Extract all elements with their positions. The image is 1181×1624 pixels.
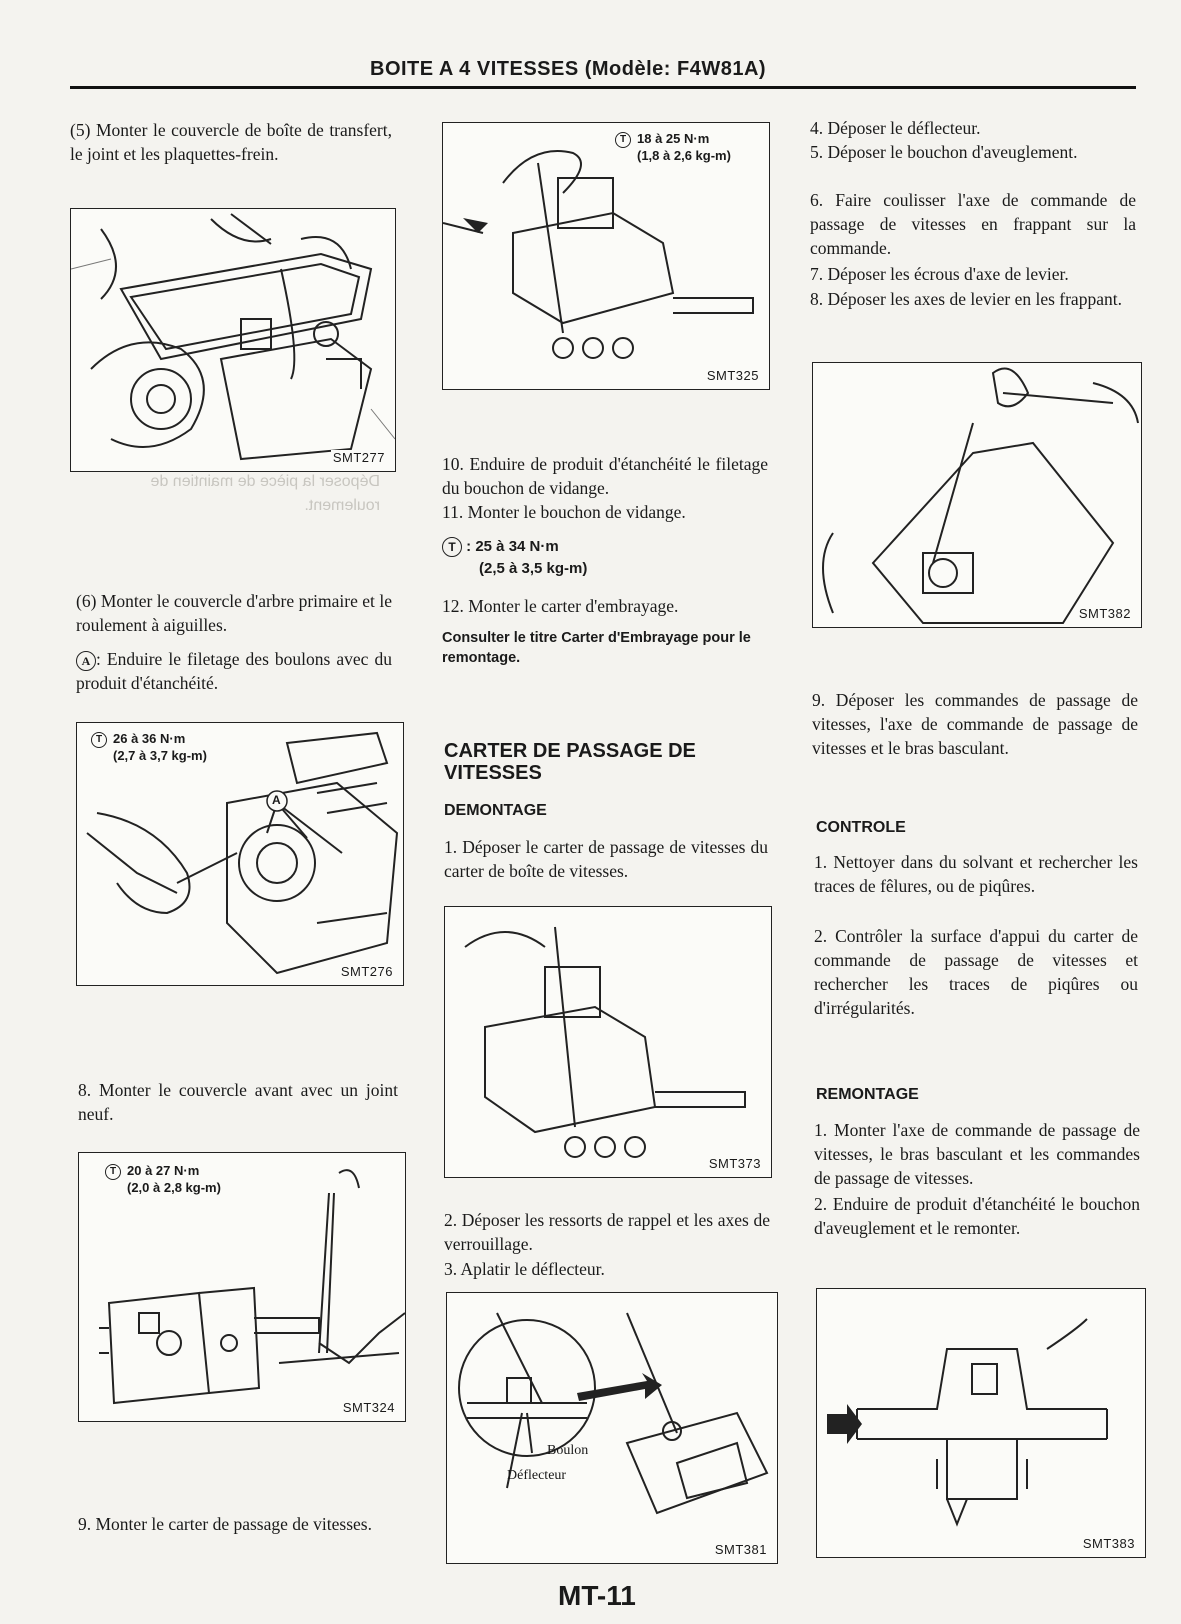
figure-code: SMT381 [714, 1542, 767, 1557]
figure-smt276 [76, 722, 404, 986]
section-title: CARTER DE PASSAGE DE VITESSES [444, 740, 696, 784]
subsection-demontage: DEMONTAGE [444, 802, 547, 819]
remontage-step-2: 2. Enduire de produit d'étanchéité le bouchon d'aveuglement et le remonter. [814, 1194, 1140, 1238]
page-title: BOITE A 4 VITESSES (Modèle: F4W81A) [370, 58, 767, 80]
demontage-step-8: 8. Déposer les axes de levier en les frappant. [810, 289, 1122, 309]
demontage-step-5: 5. Déposer le bouchon d'aveuglement. [810, 142, 1078, 162]
note-a-text: : Enduire le filetage des boulons avec du produit d'étanchéité. [76, 649, 392, 693]
transfer-cover-illustration [71, 209, 395, 471]
step-8-text: 8. Monter le couvercle avant avec un joint neuf. [78, 1080, 398, 1124]
demontage-step-7: 7. Déposer les écrous d'axe de levier. [810, 264, 1069, 284]
figure-code: SMT276 [340, 964, 393, 979]
figure-code: SMT325 [706, 368, 759, 383]
torque-spec-drain: T : 25 à 34 N·m (2,5 à 3,5 kg-m) [442, 536, 587, 580]
subsection-remontage: REMONTAGE [816, 1086, 919, 1103]
header-rule [70, 86, 1136, 89]
torque-spec: T 20 à 27 N·m (2,0 à 2,8 kg-m) [105, 1163, 221, 1196]
demontage-step-6: 6. Faire coulisser l'axe de commande de passage de vitesses en frappant sur la commande. [810, 190, 1136, 258]
step-9-text: 9. Monter le carter de passage de vitesses. [78, 1514, 372, 1534]
figure-smt373 [444, 906, 772, 1178]
demontage-step-3: 3. Aplatir le déflecteur. [444, 1259, 605, 1279]
figure-smt383 [816, 1288, 1146, 1558]
figure-code: SMT324 [342, 1400, 395, 1415]
plug-illustration [817, 1289, 1145, 1557]
subsection-controle: CONTROLE [816, 819, 906, 836]
callout-a: A [272, 793, 281, 807]
torque-spec: T 26 à 36 N·m (2,7 à 3,7 kg-m) [91, 731, 207, 764]
step-12-text: 12. Monter le carter d'embrayage. [442, 596, 679, 616]
torque-icon: T [442, 537, 462, 557]
step-11-text: 11. Monter le bouchon de vidange. [442, 502, 686, 522]
label-boulon: Boulon [547, 1443, 589, 1458]
figure-code: SMT382 [1078, 606, 1131, 621]
remontage-step-1: 1. Monter l'axe de commande de passage de vitesses, le bras basculant et les commandes de passage de vitesses. [814, 1120, 1140, 1188]
torque-icon: T [615, 132, 631, 148]
torque-spec: T 18 à 25 N·m (1,8 à 2,6 kg-m) [615, 131, 731, 164]
deflector-illustration [447, 1293, 777, 1563]
demontage-step-2: 2. Déposer les ressorts de rappel et les axes de verrouillage. [444, 1210, 770, 1254]
label-a-icon: A [76, 651, 96, 671]
demontage-step-9: 9. Déposer les commandes de passage de vitesses, l'axe de commande de passage de vitesses et le bras basculant. [812, 690, 1138, 758]
torque-icon: T [91, 732, 107, 748]
demontage-step-4: 4. Déposer le déflecteur. [810, 118, 981, 138]
step-10-text: 10. Enduire de produit d'étanchéité le filetage du bouchon de vidange. [442, 454, 768, 498]
controle-step-2: 2. Contrôler la surface d'appui du carter de commande de passage de vitesses et rechercher les traces de piqûres ou d'irrégularités. [814, 926, 1138, 1018]
figure-smt325 [442, 122, 770, 390]
demontage-step-1: 1. Déposer le carter de passage de vitesses du carter de boîte de vitesses. [444, 837, 768, 881]
figure-smt277 [70, 208, 396, 472]
torque-icon: T [105, 1164, 121, 1180]
lever-shaft-illustration [813, 363, 1141, 627]
figure-code: SMT277 [332, 450, 385, 465]
page-number: MT-11 [558, 1580, 636, 1611]
figure-code: SMT383 [1082, 1536, 1135, 1551]
note-a [76, 647, 392, 695]
figure-smt382 [812, 362, 1142, 628]
controle-step-1: 1. Nettoyer dans du solvant et rechercher les traces de fêlures, ou de piqûres. [814, 852, 1138, 896]
figure-smt381 [446, 1292, 778, 1564]
label-deflecteur: Déflecteur [507, 1468, 567, 1483]
figure-smt324 [78, 1152, 406, 1422]
figure-code: SMT373 [708, 1156, 761, 1171]
step-6-text: (6) Monter le couvercle d'arbre primaire et le roulement à aiguilles. [76, 591, 392, 635]
consult-note: Consulter le titre Carter d'Embrayage pour le remontage. [442, 630, 751, 666]
shift-housing-illustration [445, 907, 771, 1177]
bleed-through: Déposer la pièce de maintien de roulement. [150, 473, 380, 514]
step-5-text: (5) Monter le couvercle de boîte de transfert, le joint et les plaquettes-frein. [70, 120, 392, 164]
